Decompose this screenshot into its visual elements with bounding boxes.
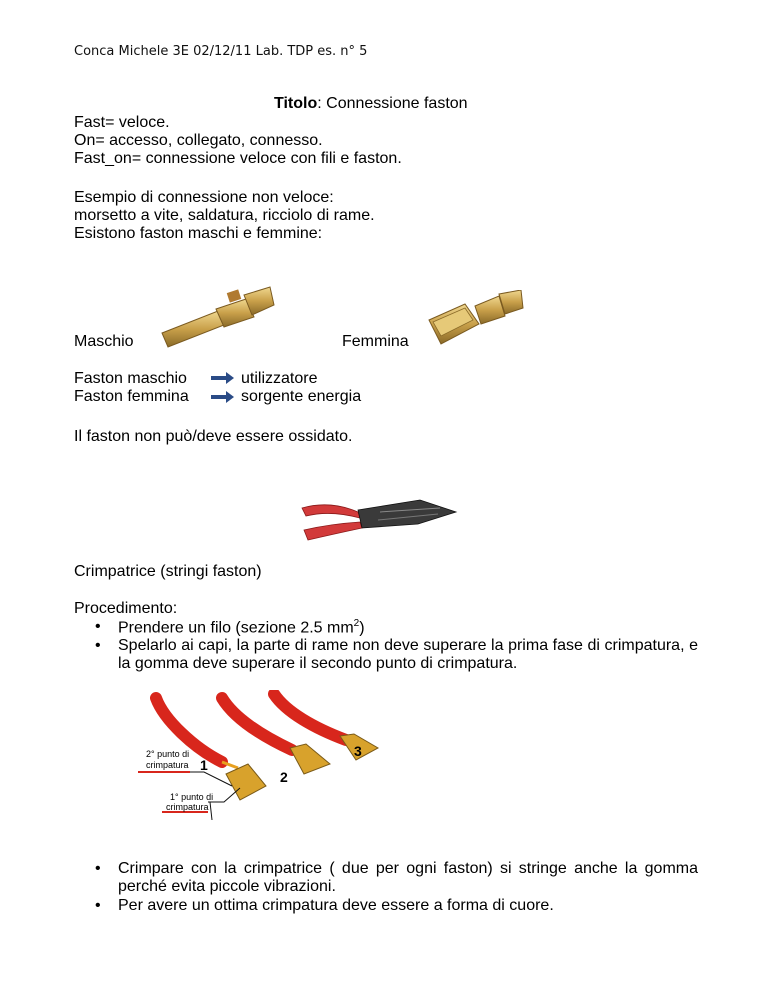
arrow-right-icon [211,371,235,385]
intro-line-1: Esempio di connessione non veloce: [74,189,334,206]
title-text: : Connessione faston [317,95,468,112]
diagram-number-2: 2 [280,769,288,785]
bullet-dot: • [95,637,101,654]
definition-on: On= accesso, collegato, connesso. [74,132,323,149]
procedure-step-2: Spelarlo ai capi, la parte di rame non deve superare la prima fase di crimpatura, e la gomma deve superare il secondo punto di crimpatura. [118,637,698,672]
step1-superscript: 2 [353,618,360,629]
label-second-point-a: 2° punto di [146,749,190,759]
crimping-diagram [134,690,394,830]
diagram-number-1: 1 [200,757,208,773]
page-title [274,95,468,113]
step1-text: Prendere un filo (sezione 2.5 mm [118,619,354,637]
page-header: Conca Michele 3E 02/12/11 Lab. TDP es. n° 5 [74,44,368,59]
oxidation-note: Il faston non può/deve essere ossidato. [74,428,353,445]
arrow-right-icon [211,390,235,404]
bullet-dot: • [95,897,101,914]
crimper-caption: Crimpatrice (stringi faston) [74,563,262,580]
final-step-2: Per avere un ottima crimpatura deve essere a forma di cuore. [118,897,554,914]
title-label: Titolo [274,95,318,112]
label-second-point-b: crimpatura [146,760,189,770]
intro-line-3: Esistono faston maschi e femmine: [74,225,323,242]
definition-fast: Fast= veloce. [74,114,170,131]
final-step-1: Crimpare con la crimpatrice ( due per ogni faston) si stringe anche la gomma perché evita piccole vibrazioni. [118,860,698,895]
label-first-point-a: 1° punto di [170,792,214,802]
label-female: Femmina [342,333,409,350]
definition-fast-on: Fast_on= connessione veloce con fili e faston. [74,150,402,167]
procedure-step-1 [118,618,365,637]
bullet-dot: • [95,618,101,635]
intro-line-2: morsetto a vite, saldatura, ricciolo di rame. [74,207,375,224]
procedure-heading: Procedimento: [74,600,178,617]
female-faston-image [425,290,525,350]
diagram-number-3: 3 [354,743,362,759]
mapping-male-right: utilizzatore [241,370,318,387]
mapping-female-right: sorgente energia [241,388,362,405]
mapping-male-left: Faston maschio [74,370,187,387]
bullet-dot: • [95,860,101,877]
label-male: Maschio [74,333,134,350]
step1-end: ) [359,619,365,637]
crimper-tool-image [300,490,460,545]
mapping-female-left: Faston femmina [74,388,189,405]
label-first-point-b: crimpatura [166,802,209,812]
male-faston-image [158,285,276,355]
